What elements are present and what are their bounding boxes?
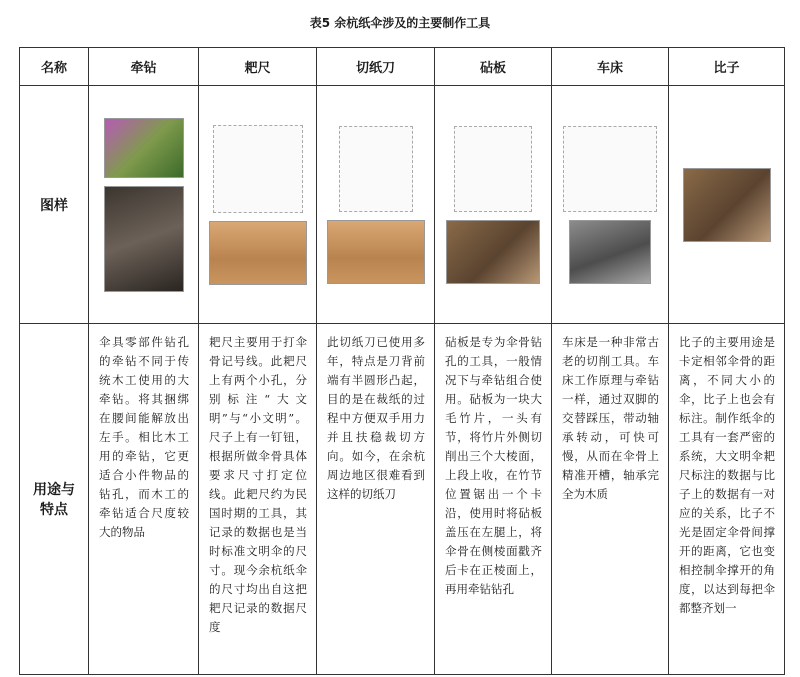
pachi-photo [209,221,307,285]
description-row [20,324,785,675]
header-pachi: 耙尺 [199,48,317,86]
bizi-image-cell [669,86,785,324]
header-zhenban: 砧板 [435,48,552,86]
pachi-image-cell [199,86,317,324]
qianzuan-photo-bottom [104,186,184,292]
header-name: 名称 [20,48,89,86]
zhenban-description: 砧板是专为伞骨钻孔的工具，一般情况下与牵钻组合使用。砧板为一块大毛竹片，一头有节，将竹片外侧切削出三个大棱面，上段上收，在竹节位置锯出一个卡沿，使用时将砧板盖压在左腿上，将伞骨在侧棱面戳齐后卡在正棱面上，再用牵钻钻孔 [435,324,552,675]
table-caption: 表5 余杭纸伞涉及的主要制作工具 [309,16,491,30]
chechuang-description: 车床是一种非常古老的切削工具。车床工作原理与牵钻一样，通过双脚的交替踩压，带动轴承转动，可快可慢，从而在伞骨上精准开槽，轴承完全为木质 [552,324,669,675]
header-chechuang: 车床 [552,48,669,86]
zhenban-sketch [454,126,532,212]
description-row-label-text: 用途与 特点 [33,482,75,518]
tools-table [19,47,785,675]
chechuang-photo [569,220,651,284]
image-row-label: 图样 [20,86,89,324]
qiezhidao-image-cell [317,86,435,324]
zhenban-photo [446,220,540,284]
header-row [20,48,785,86]
description-row-label [20,324,89,675]
qianzuan-photo-top [104,118,184,178]
qiezhidao-description: 此切纸刀已使用多年，特点是刀背前端有半圆形凸起，目的是在裁纸的过程中方便双手用力并且扶稳裁切方向。如今，在余杭周边地区很难看到这样的切纸刀 [317,324,435,675]
zhenban-image-cell [435,86,552,324]
qianzuan-description: 伞具零部件钻孔的牵钻不同于传统木工使用的大牵钻。将其捆绑在腰间能解放出左手。相比木工用的牵钻，它更适合小件物品的钻孔，而木工的牵钻适合尺度较大的物品 [89,324,199,675]
header-bizi: 比子 [669,48,785,86]
bizi-photo [683,168,771,242]
header-qianzuan: 牵钻 [89,48,199,86]
header-qiezhidao: 切纸刀 [317,48,435,86]
chechuang-sketch [563,126,657,212]
pachi-sketch [213,125,303,213]
qiezhidao-photo [327,220,425,284]
qiezhidao-sketch [339,126,413,212]
image-row [20,86,785,324]
qianzuan-image-cell [89,86,199,324]
pachi-description: 耙尺主要用于打伞骨记号线。此耙尺上有两个小孔，分别标注“大文明”与“小文明”。尺子上有一钉钮，根据所做伞骨具体要求尺寸打定位线。此耙尺约为民国时期的工具，其记录的数据也是当时标准文明伞的尺寸。现今余杭纸伞的尺寸均出自这把耙尺记录的数据尺度 [199,324,317,675]
bizi-description: 比子的主要用途是卡定相邻伞骨的距离，不同大小的伞，比子上也会有标注。制作纸伞的工具有一套严密的系统，大文明伞耙尺标注的数据与比子上的数据有一对应的关系，比子不光是固定伞骨间撑开的距离，它也变相控制伞撑开的角度，以达到每把伞都整齐划一 [669,324,785,675]
chechuang-image-cell [552,86,669,324]
